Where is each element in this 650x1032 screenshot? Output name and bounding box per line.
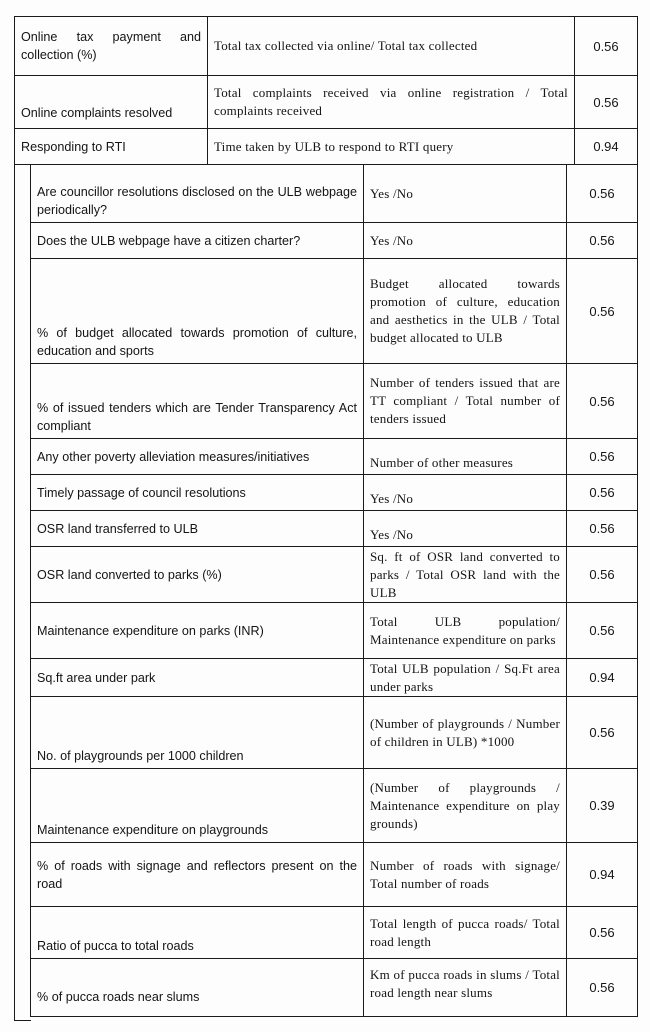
weight-cell: 0.56 [575,17,638,76]
table-row [15,129,638,165]
weight-cell: 0.56 [567,907,638,959]
formula-cell: (Number of playgrounds / Number of children in ULB) *1000 [364,697,567,769]
table-row [31,439,638,475]
indicator-table-top [14,16,638,165]
weight-cell: 0.39 [567,769,638,843]
indicator-cell: Online complaints resolved [15,76,208,129]
formula-cell: Number of tenders issued that are TT compliant / Total number of tenders issued [364,364,567,439]
table-row [31,165,638,223]
weight-cell: 0.56 [567,603,638,659]
table-row [31,364,638,439]
table-row [31,547,638,603]
formula-cell: Km of pucca roads in slums / Total road length near slums [364,959,567,1017]
indicator-cell: % of budget allocated towards promotion of culture, education and sports [31,259,364,364]
weight-cell: 0.94 [567,843,638,907]
table-row [31,659,638,697]
weight-cell: 0.94 [567,659,638,697]
formula-cell: Number of roads with signage/ Total number of roads [364,843,567,907]
weight-cell: 0.56 [567,165,638,223]
weight-cell: 0.56 [567,697,638,769]
weight-cell: 0.56 [567,511,638,547]
table-row [31,959,638,1017]
table-row [31,223,638,259]
formula-cell: Total ULB population/ Maintenance expenditure on parks [364,603,567,659]
weight-cell: 0.94 [575,129,638,165]
indicator-cell: OSR land transferred to ULB [31,511,364,547]
formula-cell: Time taken by ULB to respond to RTI query [208,129,575,165]
indicator-cell: Ratio of pucca to total roads [31,907,364,959]
formula-cell: Sq. ft of OSR land converted to parks / Total OSR land with the ULB [364,547,567,603]
table-row [31,843,638,907]
indicator-cell: Does the ULB webpage have a citizen charter? [31,223,364,259]
table-frame [14,164,31,1021]
indicator-table [30,164,638,1017]
table-row [31,259,638,364]
formula-cell: Budget allocated towards promotion of culture, education and aesthetics in the ULB / Total budget allocated to ULB [364,259,567,364]
weight-cell: 0.56 [567,547,638,603]
formula-cell: Yes /No [364,223,567,259]
formula-cell: Total length of pucca roads/ Total road length [364,907,567,959]
indicator-cell: Maintenance expenditure on playgrounds [31,769,364,843]
formula-cell: Yes /No [364,511,567,547]
indicator-cell: Timely passage of council resolutions [31,475,364,511]
indicator-cell: Online tax payment and collection (%) [15,17,208,76]
table-row [31,475,638,511]
indicator-cell: Sq.ft area under park [31,659,364,697]
weight-cell: 0.56 [567,439,638,475]
weight-cell: 0.56 [567,364,638,439]
indicator-cell: Are councillor resolutions disclosed on the ULB webpage periodically? [31,165,364,223]
table-row [31,697,638,769]
table-row [15,76,638,129]
formula-cell: (Number of playgrounds / Maintenance expenditure on play grounds) [364,769,567,843]
table-row [31,769,638,843]
table-row [15,17,638,76]
table-row [31,511,638,547]
weight-cell: 0.56 [567,223,638,259]
weight-cell: 0.56 [567,259,638,364]
indicator-cell: Any other poverty alleviation measures/initiatives [31,439,364,475]
formula-cell: Total tax collected via online/ Total tax collected [208,17,575,76]
indicator-cell: Maintenance expenditure on parks (INR) [31,603,364,659]
table-row [31,907,638,959]
indicator-cell: No. of playgrounds per 1000 children [31,697,364,769]
weight-cell: 0.56 [567,959,638,1017]
indicator-cell: Responding to RTI [15,129,208,165]
indicator-cell: % of issued tenders which are Tender Transparency Act compliant [31,364,364,439]
formula-cell: Number of other measures [364,439,567,475]
weight-cell: 0.56 [567,475,638,511]
formula-cell: Yes /No [364,475,567,511]
formula-cell: Total ULB population / Sq.Ft area under parks [364,659,567,697]
indicator-cell: % of roads with signage and reflectors present on the road [31,843,364,907]
weight-cell: 0.56 [575,76,638,129]
formula-cell: Yes /No [364,165,567,223]
indicator-cell: % of pucca roads near slums [31,959,364,1017]
indicator-cell: OSR land converted to parks (%) [31,547,364,603]
formula-cell: Total complaints received via online registration / Total complaints received [208,76,575,129]
table-row [31,603,638,659]
